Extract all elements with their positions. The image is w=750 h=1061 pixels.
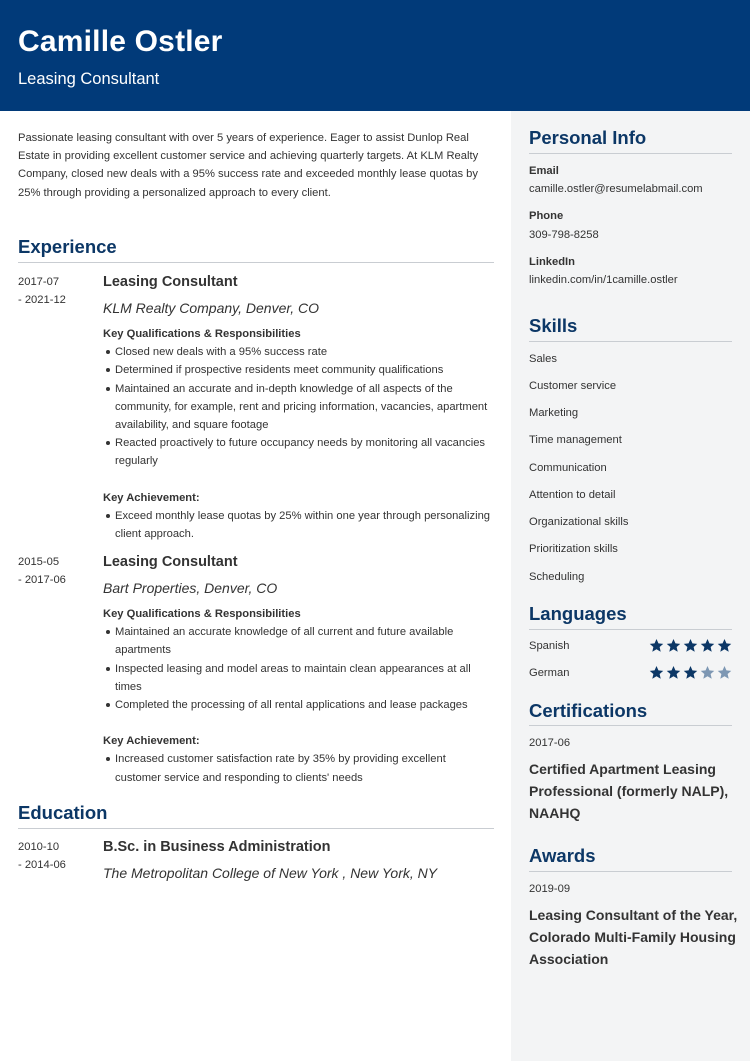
certifications-heading: Certifications xyxy=(529,700,648,721)
achievement-label: Key Achievement: xyxy=(103,491,200,504)
degree-name: B.Sc. in Business Administration xyxy=(103,839,331,855)
bullet-list xyxy=(103,750,494,786)
skill-item: Communication xyxy=(529,462,607,474)
linkedin-value: linkedin.com/in/1camille.ostler xyxy=(529,274,678,286)
star-filled-icon xyxy=(649,638,664,653)
skill-item: Customer service xyxy=(529,380,617,392)
company-name: KLM Realty Company, Denver, CO xyxy=(103,300,320,316)
entry-body xyxy=(103,553,494,787)
star-filled-icon xyxy=(649,665,664,680)
end-date: - 2014-06 xyxy=(18,859,66,872)
entry-dates xyxy=(18,553,98,589)
summary-text: Passionate leasing consultant with over 5 years of experience. Eager to assist Dunlop Real Estate in providing excellent customer service and achieving quarterly targets. At KLM Realty Company, closed new deals with a 95% success rate and exceeded monthly lease quotas by 25% through providing a personalized approach to every client. xyxy=(18,132,479,199)
job-title: Leasing Consultant xyxy=(103,554,238,570)
skill-item: Organizational skills xyxy=(529,516,629,528)
section-divider xyxy=(529,629,732,630)
list-item: Completed the processing of all rental applications and lease packages xyxy=(115,696,494,714)
company-name: Bart Properties, Denver, CO xyxy=(103,580,278,596)
language-item xyxy=(529,667,732,683)
language-name: Spanish xyxy=(529,640,570,652)
personal-info-heading: Personal Info xyxy=(529,127,647,148)
experience-heading: Experience xyxy=(18,236,117,257)
achievement-label: Key Achievement: xyxy=(103,735,200,748)
skill-item: Time management xyxy=(529,434,622,446)
star-empty-icon xyxy=(717,665,732,680)
start-date: 2017-07 xyxy=(18,276,60,288)
section-divider xyxy=(529,725,732,726)
star-empty-icon xyxy=(700,665,715,680)
qualifications-label: Key Qualifications & Responsibilities xyxy=(103,608,301,620)
skill-item: Marketing xyxy=(529,407,579,419)
skill-item: Sales xyxy=(529,353,557,365)
languages-heading: Languages xyxy=(529,603,627,624)
candidate-name: Camille Ostler xyxy=(18,25,223,58)
list-item: Closed new deals with a 95% success rate xyxy=(115,343,494,361)
star-filled-icon xyxy=(683,638,698,653)
entry-body xyxy=(103,838,494,890)
certification-name: Certified Apartment Leasing Professional (formerly NALP), NAAHQ xyxy=(529,761,729,821)
skill-item: Scheduling xyxy=(529,571,585,583)
candidate-title: Leasing Consultant xyxy=(18,70,160,88)
linkedin-label: LinkedIn xyxy=(529,256,575,268)
start-date: 2015-05 xyxy=(18,556,60,568)
email-value: camille.ostler@resumelabmail.com xyxy=(529,183,703,195)
skill-item: Prioritization skills xyxy=(529,543,618,555)
star-filled-icon xyxy=(700,638,715,653)
certification-date: 2017-06 xyxy=(529,737,571,749)
list-item: Increased customer satisfaction rate by 35% by providing excellent customer service and responding to clients' needs xyxy=(115,750,494,786)
star-filled-icon xyxy=(666,665,681,680)
job-title: Leasing Consultant xyxy=(103,274,238,290)
phone-value: 309-798-8258 xyxy=(529,229,599,241)
education-heading: Education xyxy=(18,802,108,823)
list-item: Exceed monthly lease quotas by 25% within one year through personalizing client approach. xyxy=(115,507,494,543)
list-item: Maintained an accurate and in-depth knowledge of all aspects of the community, for example, rent and pricing information, vacancies, apartment availability, and square footage xyxy=(115,380,494,435)
bullet-list xyxy=(103,623,494,714)
star-filled-icon xyxy=(717,638,732,653)
end-date: - 2017-06 xyxy=(18,574,66,587)
section-divider xyxy=(18,828,494,829)
language-rating xyxy=(647,665,732,681)
section-divider xyxy=(529,871,732,872)
skills-heading: Skills xyxy=(529,315,578,336)
end-date: - 2021-12 xyxy=(18,294,66,307)
resume-header xyxy=(0,0,750,111)
section-divider xyxy=(529,153,732,154)
awards-heading: Awards xyxy=(529,845,596,866)
sidebar xyxy=(511,111,750,1061)
award-name: Leasing Consultant of the Year, Colorado Multi-Family Housing Association xyxy=(529,907,738,967)
list-item: Determined if prospective residents meet community qualifications xyxy=(115,361,494,379)
email-label: Email xyxy=(529,165,559,177)
entry-body xyxy=(103,273,494,543)
award-date: 2019-09 xyxy=(529,883,571,895)
bullet-list xyxy=(103,343,494,470)
star-filled-icon xyxy=(683,665,698,680)
star-filled-icon xyxy=(666,638,681,653)
language-item xyxy=(529,640,732,656)
section-divider xyxy=(18,262,494,263)
language-name: German xyxy=(529,667,570,679)
phone-label: Phone xyxy=(529,210,564,222)
list-item: Maintained an accurate knowledge of all current and future available apartments xyxy=(115,623,494,659)
section-divider xyxy=(529,341,732,342)
list-item: Reacted proactively to future occupancy needs by monitoring all vacancies regularly xyxy=(115,434,494,470)
list-item: Inspected leasing and model areas to maintain clean appearances at all times xyxy=(115,660,494,696)
language-rating xyxy=(647,638,732,654)
skill-item: Attention to detail xyxy=(529,489,616,501)
entry-dates xyxy=(18,273,98,309)
qualifications-label: Key Qualifications & Responsibilities xyxy=(103,328,301,340)
school-name: The Metropolitan College of New York , New York, NY xyxy=(103,865,438,881)
entry-dates xyxy=(18,838,98,874)
bullet-list xyxy=(103,507,494,543)
start-date: 2010-10 xyxy=(18,841,60,853)
